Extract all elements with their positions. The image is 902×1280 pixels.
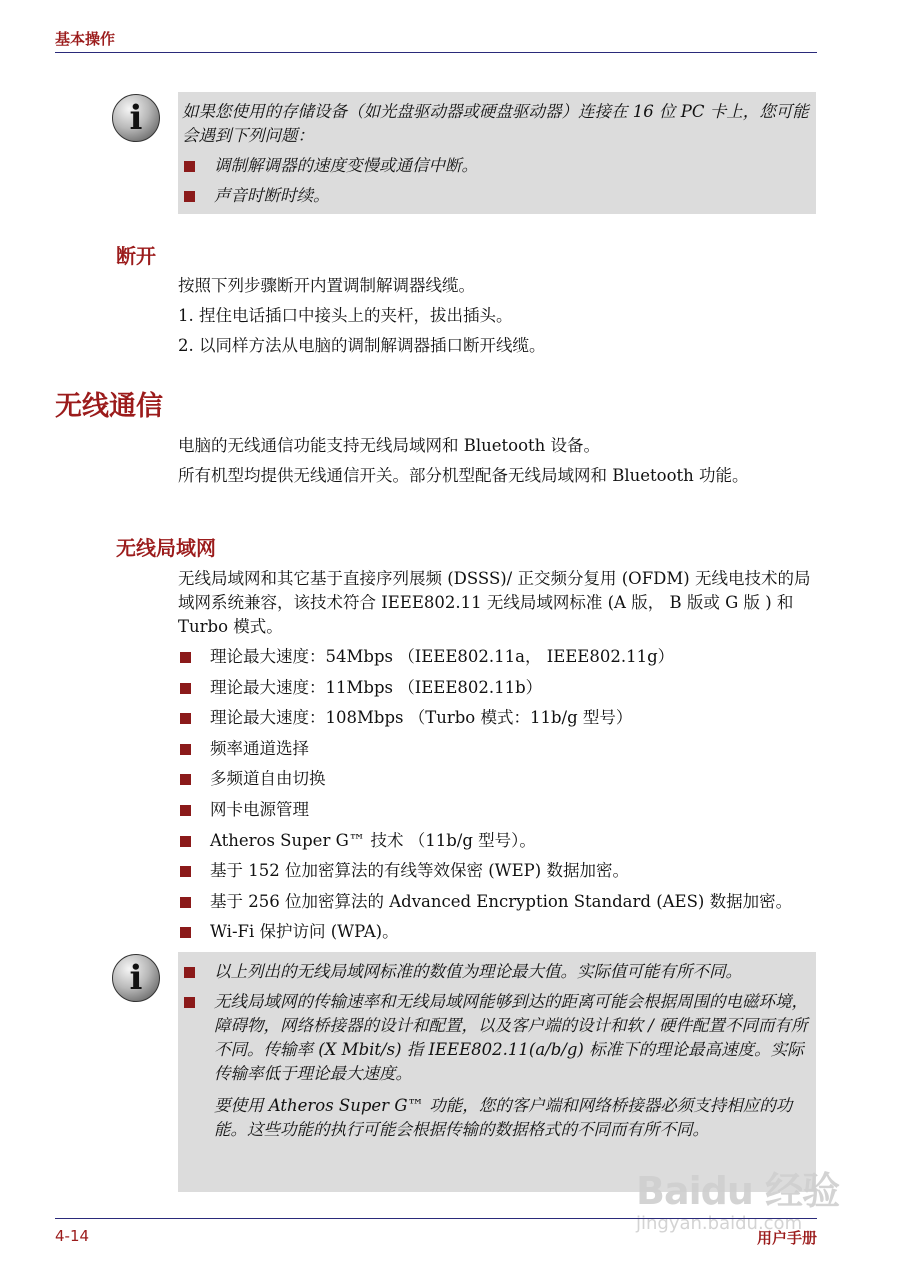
feature-item: 基于 256 位加密算法的 Advanced Encryption Standard (AES) 数据加密。 <box>178 890 814 921</box>
wireless-paragraph: 电脑的无线通信功能支持无线局域网和 Bluetooth 设备。 <box>178 436 601 455</box>
header-title: 基本操作 <box>55 30 116 48</box>
watermark-brand: Baidu 经验 <box>636 1169 840 1213</box>
section-heading-wlan: 无线局域网 <box>116 536 216 560</box>
note-list-item: 无线局域网的传输速率和无线局域网能够到达的距离可能会根据周围的电磁环境，障碍物，网络桥接器的设计和配置，以及客户端的设计和软 / 硬件配置不同而有所不同。传输率 (X Mbit/s) 指 IEEE802.11(a/b/g) 标准下的理论最高速度。实际传输率低于理论最大速度。 <box>182 990 812 1086</box>
wireless-body <box>178 434 814 488</box>
note-box <box>178 92 816 214</box>
note-list-item: 声音时断时续。 <box>182 184 812 208</box>
note-box <box>178 952 816 1192</box>
feature-item: Atheros Super G™ 技术 （11b/g 型号）。 <box>178 829 814 860</box>
note-list-item: 以上列出的无线局域网标准的数值为理论最大值。实际值可能有所不同。 <box>182 960 812 984</box>
feature-item: 理论最大速度：54Mbps （IEEE802.11a， IEEE802.11g） <box>178 645 814 676</box>
disconnect-intro: 按照下列步骤断开内置调制解调器线缆。 <box>178 276 475 295</box>
note-extra: 要使用 Atheros Super G™ 功能，您的客户端和网络桥接器必须支持相应的功能。这些功能的执行可能会根据传输的数据格式的不同而有所不同。 <box>214 1096 793 1139</box>
wlan-feature-list <box>178 645 814 951</box>
feature-item: Wi-Fi 保护访问 (WPA)。 <box>178 920 814 951</box>
step-item: 1. 捏住电话插口中接头上的夹杆，拔出插头。 <box>178 306 513 325</box>
step-item: 2. 以同样方法从电脑的调制解调器插口断开线缆。 <box>178 336 546 355</box>
manual-title: 用户手册 <box>756 1229 817 1247</box>
feature-item: 网卡电源管理 <box>178 798 814 829</box>
disconnect-body <box>178 274 814 358</box>
section-heading-disconnect: 断开 <box>116 244 156 268</box>
feature-item: 多频道自由切换 <box>178 767 814 798</box>
info-icon: i <box>112 954 160 1002</box>
note-intro: 如果您使用的存储设备（如光盘驱动器或硬盘驱动器）连接在 16 位 PC 卡上，您可能会遇到下列问题： <box>182 102 809 145</box>
note-list-item: 调制解调器的速度变慢或通信中断。 <box>182 154 812 178</box>
feature-item: 理论最大速度：11Mbps （IEEE802.11b） <box>178 676 814 707</box>
page-footer <box>55 1218 817 1249</box>
info-icon: i <box>112 94 160 142</box>
page-header <box>55 28 817 53</box>
wireless-paragraph: 所有机型均提供无线通信开关。部分机型配备无线局域网和 Bluetooth 功能。 <box>178 466 749 485</box>
feature-item: 频率通道选择 <box>178 737 814 768</box>
wlan-intro: 无线局域网和其它基于直接序列展频 (DSSS)/ 正交频分复用 (OFDM) 无线电技术的局域网系统兼容，该技术符合 IEEE802.11 无线局域网标准 (A 版， B 版或 G 版 ) 和 Turbo 模式。 <box>178 569 811 636</box>
watermark-url: jingyan.baidu.com <box>636 1213 803 1234</box>
feature-item: 基于 152 位加密算法的有线等效保密 (WEP) 数据加密。 <box>178 859 814 890</box>
section-heading-wireless: 无线通信 <box>55 391 163 422</box>
page-number: 4-14 <box>55 1227 90 1245</box>
feature-item: 理论最大速度：108Mbps （Turbo 模式：11b/g 型号） <box>178 706 814 737</box>
